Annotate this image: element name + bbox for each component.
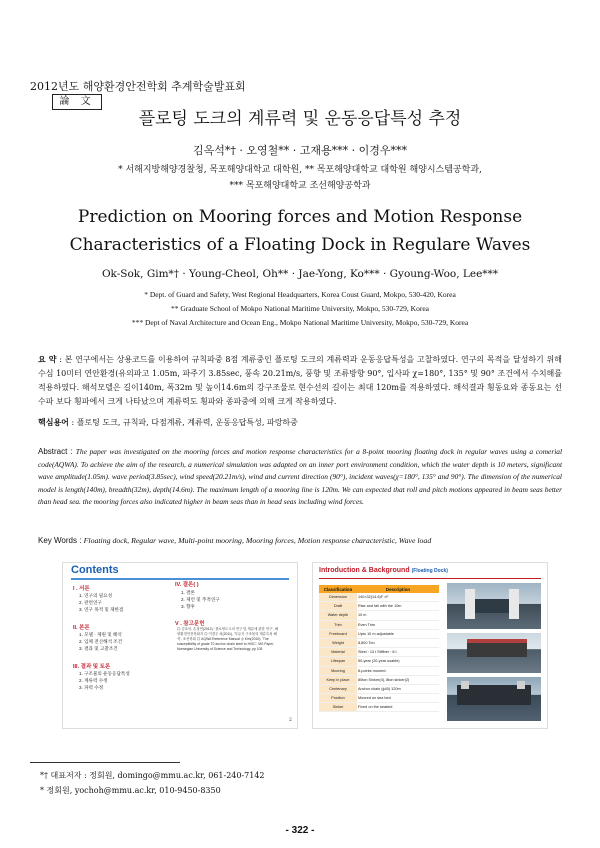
section-item: 3. 파력 수정: [79, 685, 104, 690]
section-item: 3. 연구 목적 및 제한점: [79, 607, 124, 612]
table-cell: Upto 10 m adjustable: [357, 629, 439, 638]
table-row: [319, 593, 439, 602]
section-label: V . 참고문헌: [175, 621, 205, 627]
slide-page-number: 2: [289, 718, 292, 723]
slide-background-subtitle: (Floating Dock): [411, 568, 448, 574]
spec-table: [319, 585, 439, 712]
slide-contents: [62, 562, 298, 729]
footnote-divider: [30, 762, 180, 763]
table-cell: 8,800 Ton: [357, 638, 439, 647]
affiliation-english-2: ** Graduate School of Mokpo National Maritime University, Mokpo, 530-729, Korea: [170, 304, 429, 313]
table-cell: Position: [319, 694, 357, 703]
table-row: [319, 629, 439, 638]
table-header: Description: [357, 585, 439, 593]
table-cell: Water depth: [319, 611, 357, 620]
table-cell: Weight: [319, 638, 357, 647]
table-cell: Mooring: [319, 666, 357, 675]
table-row: [319, 666, 439, 675]
table-row: [319, 703, 439, 712]
section-item: 1. 모델 · 제원 및 해석: [79, 632, 122, 637]
section-item: 2. 입체 전산해석 조건: [79, 639, 123, 644]
slide-background-title: [319, 567, 448, 574]
section-label: III. 결과 및 토론: [73, 664, 111, 670]
table-cell: Steel : 13 t Stiffner : 8 t: [357, 648, 439, 657]
table-cell: 80ton Sinker(4), 8ton sinker(2): [357, 675, 439, 684]
slide-divider: [319, 578, 541, 579]
table-cell: Keep in place: [319, 675, 357, 684]
section-item: 1. 결론: [181, 590, 195, 595]
page-number: - 322 -: [285, 825, 315, 836]
section-item: 1. 구조물의 운동응답특성: [79, 671, 130, 676]
table-header: Classification: [319, 585, 357, 593]
title-english: Prediction on Mooring forces and Motion Response Characteristics of a Floating Dock in Regulare Waves: [69, 207, 531, 255]
floating-dock-photo-1: [447, 583, 541, 629]
table-row: [319, 657, 439, 666]
table-cell: Rise and fall with the 10m: [357, 602, 439, 611]
table-cell: Lifespan: [319, 657, 357, 666]
abstract-english: [38, 446, 562, 509]
section-label: IV. 결론( ): [175, 582, 199, 588]
abstract-korean-label: 요 약: [38, 354, 57, 364]
authors-english: Ok-Sok, Gim*† · Young-Cheol, Oh** · Jae-Yong, Ko*** · Gyoung-Woo, Lee***: [101, 268, 499, 280]
table-cell: Even Trim: [357, 620, 439, 629]
table-row: [319, 684, 439, 693]
table-cell: Material: [319, 648, 357, 657]
table-cell: 50-year (20-year usable): [357, 657, 439, 666]
table-cell: Fixed on the seabed: [357, 703, 439, 712]
table-cell: Centenary: [319, 684, 357, 693]
footnote-second: * 정회원, yochoh@mmu.ac.kr, 010-9450-8350: [40, 786, 221, 795]
abstract-korean-text: : 본 연구에서는 상용코드를 이용하여 규칙파중 8점 계류중인 플로팅 도크의 계류력과 운동응답특성을 고찰하였다. 연구의 목적을 달성하기 위해 수심 10미터 연안환경(유의파고 1.05m, 파주기 3.85sec, 풍속 20.21m/s, 풍향 및 조류방향 90°, 입사파 χ=180°, 135° 및 90° 조건에서 수치해를 적용하였다. 해석모델은 길이140m, 폭32m 및 높이14.6m의 강구조물로 현수선의 길이는 최대 120m를 적용하였다. 해석결과 횡동요와 종동요는 선수파 보다 횡파에서 크게 나타났으며 계류력도 횡파와 종파중에 의해 크게 작용하였다.: [38, 355, 562, 406]
table-row: [319, 638, 439, 647]
abstract-korean: [38, 352, 562, 409]
table-cell: Draft: [319, 602, 357, 611]
section-label: II. 본론: [73, 625, 90, 631]
keywords-english-label: Key Words :: [38, 536, 84, 545]
table-cell: 8-points moored: [357, 666, 439, 675]
section-item: 2. 제언 및 추적연구: [181, 597, 220, 602]
keywords-korean-text: : 플로팅 도크, 규칙파, 다점계류, 계류력, 운동응답특성, 파랑하중: [71, 418, 298, 427]
conference-name: 2012년도 해양환경안전학회 추계학술발표회: [30, 80, 246, 93]
table-cell: Moored on sea bed: [357, 694, 439, 703]
abstract-english-label: Abstract :: [38, 447, 76, 456]
table-cell: Sinker: [319, 703, 357, 712]
footnote-corresponding: *† 대표저자 : 정회원, domingo@mmu.ac.kr, 061-240-7142: [40, 771, 265, 780]
table-cell: Dimension: [319, 593, 357, 602]
section-item: 2. 계류력 수정: [79, 678, 108, 683]
table-row: [319, 675, 439, 684]
slide-background: [312, 562, 548, 729]
slide-background-title-text: Introduction & Background: [319, 567, 410, 574]
references-text: ◎ 김옥석, 손창연(2012), '플로팅도크의 연구 및 계류에 관한 연구', 해양환경안전학회지 ◎ 이경우 외(2011), '부유식 구조물의 계류특성 해석', 조선학회 ◎ AQWA Reference Manual ◎ Kim(2010), 'The susceptibility of grade T0 anchor chain steel to HISC', MS Paper, Norwegian University of Science and Technology, pp 105: [177, 627, 279, 651]
table-row: [319, 611, 439, 620]
table-row: [319, 648, 439, 657]
slide-contents-title: Contents: [71, 564, 119, 576]
table-cell: Trim: [319, 620, 357, 629]
authors-korean: 김옥석*† · 오영철** · 고재용*** · 이경우***: [193, 144, 407, 157]
affiliation-english-3: *** Dept of Naval Architecture and Ocean Eng., Mokpo National Maritime University, Mokpo, 530-729, Korea: [131, 318, 469, 327]
floating-dock-photo-2: [447, 633, 541, 673]
affiliation-korean-1: * 서해지방해양경찰청, 목포해양대학교 대학원, ** 목포해양대학교 대학원 해양시스템공학과,: [118, 165, 482, 175]
section-item: 3. 향후: [181, 604, 195, 609]
floating-dock-photo-3: [447, 677, 541, 721]
section-label: I . 서론: [73, 586, 90, 592]
table-cell: Anchor chain (ϕ40) 120m: [357, 684, 439, 693]
table-row: [319, 602, 439, 611]
section-item: 1. 연구의 필요성: [79, 593, 113, 598]
table-cell: 10 m: [357, 611, 439, 620]
keywords-korean: [38, 417, 298, 428]
table-row: [319, 620, 439, 629]
affiliation-english-1: * Dept. of Guard and Safety, West Regional Headquarters, Korea Coust Guard, Mokpo, 530-420, Korea: [144, 290, 456, 299]
keywords-english: [38, 536, 431, 545]
keywords-korean-label: 핵심용어: [38, 417, 69, 427]
title-korean: 플로팅 도크의 계류력 및 운동응답특성 추정: [138, 109, 462, 129]
table-cell: Freeboard: [319, 629, 357, 638]
table-row: [319, 694, 439, 703]
table-cell: 140×32(14.6)F ×F: [357, 593, 439, 602]
affiliation-korean-2: *** 목포해양대학교 조선해양공학과: [229, 181, 371, 191]
section-item: 3. 결과 및 고찰조건: [79, 646, 118, 651]
keywords-english-text: Floating dock, Regular wave, Multi-point mooring, Mooring forces, Motion response characteristic, Wave load: [83, 536, 432, 545]
abstract-english-text: The paper was investigated on the mooring forces and motion response characteristics for a 8-point mooring floating dock in regular waves using a comerial code(AQWA). To achieve the aim of the research, a numerical simulation was adapted on an inner port environment condition, which the water depth is 10 meters, significant wave amplitude(1.05m). wave period(3.85sec), wind speed(20.21m/s), wind and current direction (90°), incident waves(χ=180°, 135° and 90°). The dimension of the numerical model is length(140m), breadth(32m), depth(14.6m). The maximum length of a mooring line is 120m. We can expected that roll and pitch motions appeared in beam seas better than head sea. the mooring forces also indicated higher in beam seas than in head seas including wind forces.: [38, 447, 563, 506]
section-item: 2. 관련연구: [79, 600, 102, 605]
paper-type-label: 論 文: [52, 94, 102, 110]
